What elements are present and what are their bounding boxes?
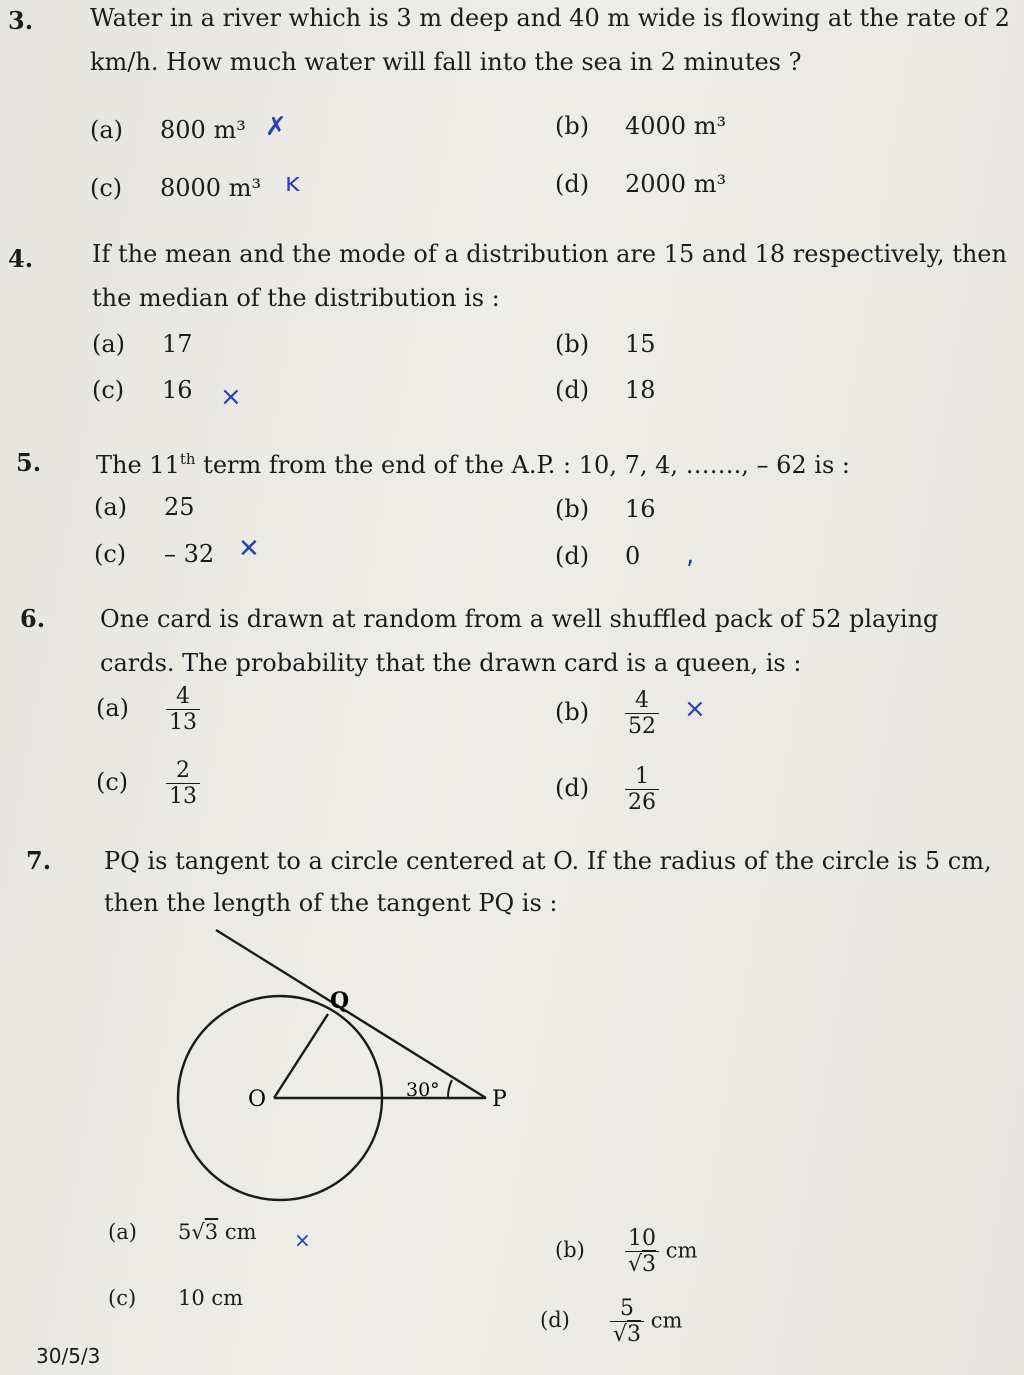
q3-option-b (555, 112, 726, 140)
option-label: (a) (108, 1220, 137, 1244)
q4-option-a (92, 330, 193, 358)
option-value: 4000 m³ (625, 112, 727, 140)
q4-option-b (555, 330, 656, 358)
q3-number: 3. (8, 6, 34, 35)
tangent-line (216, 930, 486, 1098)
option-label: (d) (555, 170, 590, 198)
radicand: 3 (642, 1252, 657, 1278)
option-label: (b) (555, 330, 590, 358)
numerator: 4 (166, 684, 200, 710)
angle-arc (448, 1080, 452, 1098)
option-label: (d) (555, 376, 590, 404)
q3-text: Water in a river which is 3 m deep and 40 m wide is flowing at the rate of 2 km/h. How much water will fall into the sea in 2 minutes ? (90, 4, 1010, 76)
q6-option-b (555, 688, 659, 740)
denominator: √3 (628, 1252, 657, 1278)
angle-label: 30° (406, 1079, 440, 1101)
numerator: 5 (610, 1296, 644, 1322)
option-value: 0 (625, 542, 641, 570)
q7-option-d (540, 1296, 682, 1348)
option-label: (a) (94, 493, 128, 521)
unit: cm (650, 1308, 683, 1333)
radius-oq (274, 1014, 328, 1098)
fraction (625, 1226, 659, 1278)
unit: cm (224, 1220, 257, 1244)
option-value: 16 (162, 376, 193, 404)
q3-option-d (555, 170, 726, 198)
denominator: 26 (628, 790, 656, 816)
handwritten-mark: , (686, 540, 695, 570)
q4-option-c (92, 376, 193, 404)
q7-text: PQ is tangent to a circle centered at O. If the radius of the circle is 5 cm, then the length of the tangent PQ is : (104, 847, 992, 917)
option-value: 2000 m³ (625, 170, 727, 198)
label-q: Q (330, 988, 350, 1014)
option-value: 800 m³ (160, 116, 246, 144)
denominator: 13 (169, 784, 197, 810)
q5-text-post: term from the end of the A.P. : 10, 7, 4, ……., – 62 is : (195, 451, 851, 479)
tangent-figure (170, 920, 530, 1240)
handwritten-mark: × (220, 382, 242, 412)
handwritten-mark: × (294, 1228, 311, 1252)
q7-option-b (555, 1226, 697, 1278)
q6-option-d (555, 764, 659, 816)
option-label: (d) (540, 1308, 570, 1333)
option-label: (c) (90, 174, 123, 202)
option-label: (c) (108, 1286, 137, 1310)
radicand: 3 (204, 1220, 219, 1244)
q4-option-d (555, 376, 656, 404)
option-label: (a) (96, 694, 130, 723)
option-label: (a) (92, 330, 126, 358)
page-code: 30/5/3 (36, 1344, 101, 1368)
q4-number: 4. (8, 244, 34, 273)
option-label: (d) (555, 774, 590, 803)
q5-number: 5. (16, 448, 42, 477)
handwritten-mark: ĸ (285, 168, 301, 198)
q5-option-c (94, 540, 214, 568)
option-value: – 32 (164, 540, 215, 568)
coefficient: 5 (178, 1220, 192, 1244)
option-value: 17 (162, 330, 193, 358)
q7-number: 7. (26, 846, 52, 875)
numerator: 4 (625, 688, 659, 714)
unit: cm (665, 1238, 698, 1263)
q6-number: 6. (20, 604, 46, 633)
label-o: O (248, 1087, 267, 1112)
q4-text: If the mean and the mode of a distribution are 15 and 18 respectively, then the median of the distribution is : (92, 240, 1007, 312)
q7-option-c (108, 1286, 243, 1310)
q7-option-a: (a) 5√3 cm (108, 1220, 257, 1244)
option-value: 10 cm (178, 1286, 244, 1310)
q6-option-c (96, 758, 200, 810)
denominator: 52 (628, 714, 656, 740)
option-label: (d) (555, 542, 590, 570)
q5-option-d (555, 542, 640, 570)
option-value: 16 (625, 495, 656, 523)
option-value: 15 (625, 330, 656, 358)
q5-text-sup: th (179, 450, 196, 468)
option-label: (c) (96, 768, 129, 797)
option-label: (b) (555, 698, 590, 727)
denominator: 13 (169, 710, 197, 736)
numerator: 1 (625, 764, 659, 790)
option-value: 25 (164, 493, 195, 521)
option-value: 18 (625, 376, 656, 404)
handwritten-mark: ✕ (238, 534, 260, 564)
q3-option-a (90, 116, 246, 144)
fraction (166, 758, 200, 810)
option-label: (c) (94, 540, 127, 568)
fraction (625, 764, 659, 816)
option-label: (b) (555, 112, 590, 140)
handwritten-mark: ✗ (265, 112, 287, 142)
option-label: (c) (92, 376, 125, 404)
q5-option-b (555, 495, 656, 523)
fraction (166, 684, 200, 736)
option-label: (b) (555, 495, 590, 523)
q3-option-c (90, 174, 261, 202)
q5-text-pre: The 11 (96, 451, 180, 479)
radicand: 3 (627, 1322, 642, 1348)
fraction (610, 1296, 644, 1348)
option-label: (b) (555, 1238, 585, 1263)
numerator: 2 (166, 758, 200, 784)
option-value: 8000 m³ (160, 174, 262, 202)
q5-option-a (94, 493, 195, 521)
handwritten-mark: × (684, 694, 706, 724)
option-label: (a) (90, 116, 124, 144)
q5-text (96, 437, 1024, 487)
q6-option-a (96, 684, 200, 736)
label-p: P (492, 1087, 507, 1112)
denominator: √3 (613, 1322, 642, 1348)
q6-text: One card is drawn at random from a well shuffled pack of 52 playing cards. The probability that the drawn card is a queen, is : (100, 605, 939, 677)
numerator: 10 (625, 1226, 659, 1252)
fraction (625, 688, 659, 740)
